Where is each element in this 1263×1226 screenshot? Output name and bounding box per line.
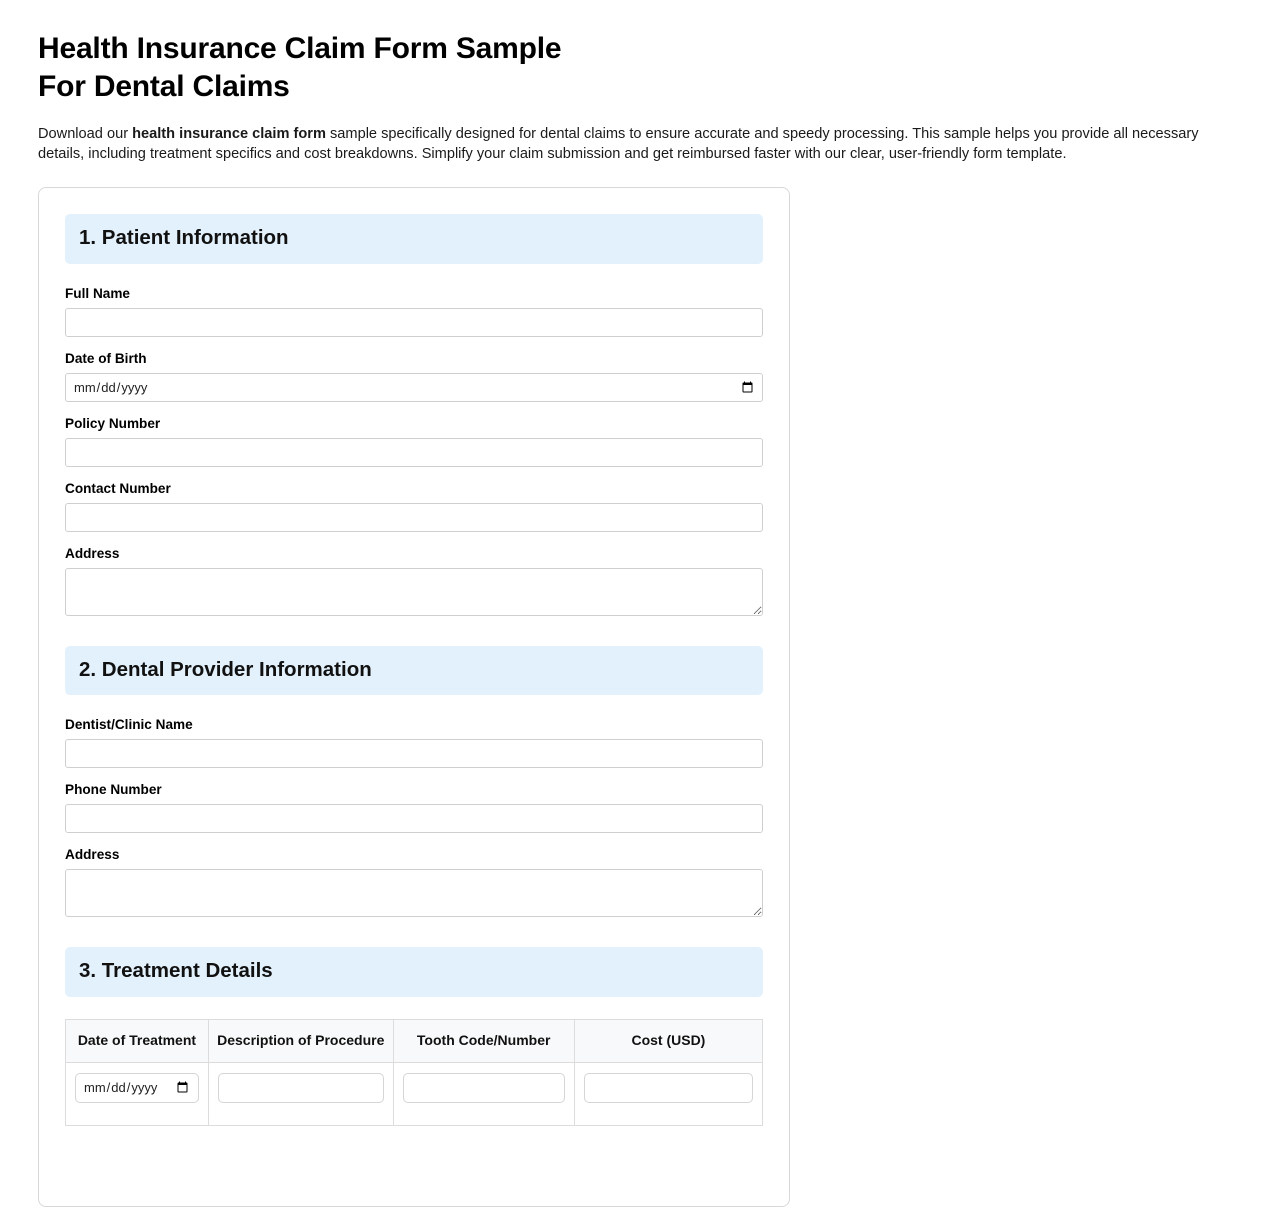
table-header-row bbox=[66, 1019, 763, 1062]
intro-bold-phrase: health insurance claim form bbox=[132, 125, 326, 142]
input-provider-phone-number[interactable] bbox=[65, 804, 763, 833]
intro-text-part-1: Download our bbox=[38, 125, 133, 142]
input-contact-number[interactable] bbox=[65, 503, 763, 532]
table-body bbox=[66, 1062, 763, 1125]
input-date-of-birth[interactable] bbox=[65, 373, 763, 402]
section-title: 1. Patient Information bbox=[79, 226, 289, 250]
section-treatment-details bbox=[65, 947, 763, 1125]
page-title-line-2: For Dental Claims bbox=[38, 69, 290, 103]
label-provider-address: Address bbox=[65, 847, 120, 863]
field-contact-number bbox=[65, 481, 763, 532]
section-patient-information bbox=[65, 214, 763, 616]
table-row bbox=[66, 1062, 763, 1125]
page-title bbox=[38, 30, 1225, 106]
label-provider-phone-number: Phone Number bbox=[65, 782, 162, 798]
input-tooth-code-number[interactable] bbox=[403, 1073, 565, 1103]
section-header-dental-provider-information bbox=[65, 646, 763, 696]
cell-tooth-code-number bbox=[393, 1062, 574, 1125]
input-treatment-date[interactable] bbox=[75, 1073, 199, 1103]
input-procedure-description[interactable] bbox=[218, 1073, 384, 1103]
section-header-treatment-details bbox=[65, 947, 763, 997]
column-header-description-of-procedure: Description of Procedure bbox=[208, 1019, 393, 1062]
label-dentist-clinic-name: Dentist/Clinic Name bbox=[65, 717, 193, 733]
field-patient-address bbox=[65, 546, 763, 616]
intro-paragraph bbox=[38, 124, 1218, 165]
field-provider-phone-number bbox=[65, 782, 763, 833]
field-date-of-birth bbox=[65, 351, 763, 402]
input-dentist-clinic-name[interactable] bbox=[65, 739, 763, 768]
cell-description-of-procedure bbox=[208, 1062, 393, 1125]
table-header bbox=[66, 1019, 763, 1062]
field-full-name bbox=[65, 286, 763, 337]
field-policy-number bbox=[65, 416, 763, 467]
section-dental-provider-information bbox=[65, 646, 763, 918]
intro-text-part-2: sample specifically designed for dental claims to ensure accurate and speedy processing. This sample helps you provide all necessary details, including treatment specifics and cost breakdowns. Simplify your claim submission and get reimbursed faster with our clear, user-friendly form template. bbox=[38, 125, 1199, 163]
claim-form-card bbox=[38, 187, 790, 1207]
label-date-of-birth: Date of Birth bbox=[65, 350, 147, 366]
input-cost-usd[interactable] bbox=[584, 1073, 753, 1103]
input-full-name[interactable] bbox=[65, 308, 763, 337]
cell-cost-usd bbox=[574, 1062, 762, 1125]
input-policy-number[interactable] bbox=[65, 438, 763, 467]
section-title: 2. Dental Provider Information bbox=[79, 657, 372, 681]
page-title-line-1: Health Insurance Claim Form Sample bbox=[38, 32, 562, 65]
label-patient-address: Address bbox=[65, 545, 120, 561]
section-header-patient-information bbox=[65, 214, 763, 264]
textarea-provider-address[interactable] bbox=[65, 869, 763, 917]
textarea-patient-address[interactable] bbox=[65, 568, 763, 616]
section-title: 3. Treatment Details bbox=[79, 959, 273, 983]
label-policy-number: Policy Number bbox=[65, 415, 161, 431]
column-header-tooth-code-number: Tooth Code/Number bbox=[393, 1019, 574, 1062]
label-full-name: Full Name bbox=[65, 285, 130, 301]
treatment-details-table bbox=[65, 1019, 763, 1126]
cell-date-of-treatment bbox=[66, 1062, 209, 1125]
label-contact-number: Contact Number bbox=[65, 480, 171, 496]
field-provider-address bbox=[65, 847, 763, 917]
column-header-date-of-treatment: Date of Treatment bbox=[66, 1019, 209, 1062]
column-header-cost-usd: Cost (USD) bbox=[574, 1019, 762, 1062]
field-dentist-clinic-name bbox=[65, 717, 763, 768]
